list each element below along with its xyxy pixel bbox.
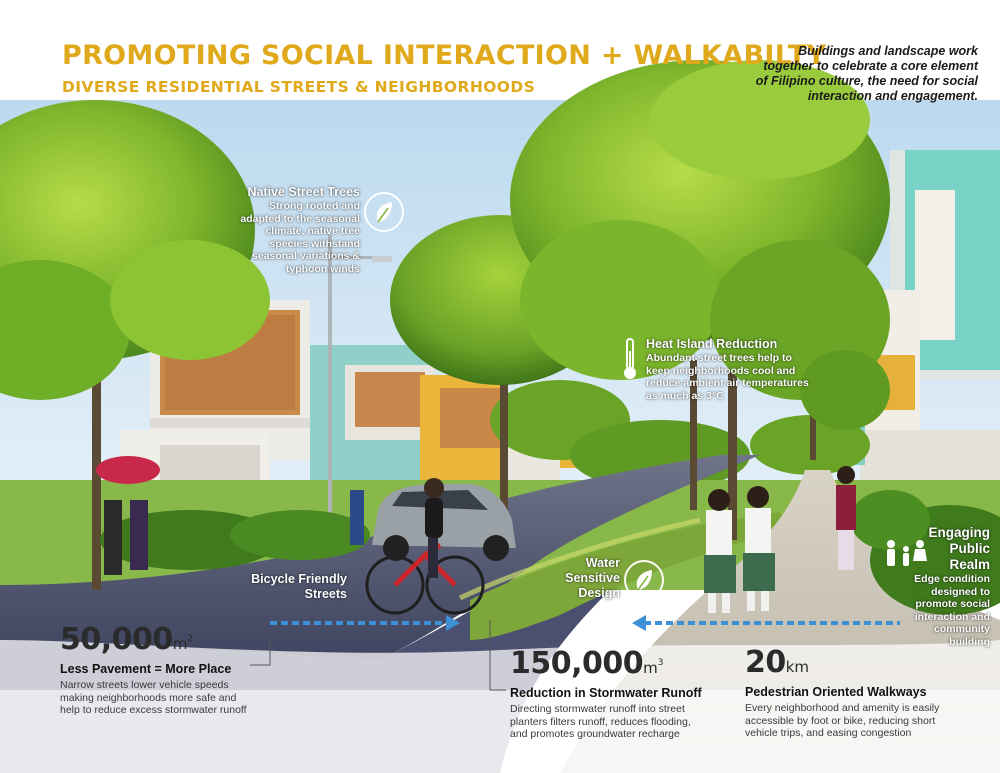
stat-pedestrian-walkways: 20km Pedestrian Oriented Walkways Every neighborhood and amenity is easily accessible by foot or bike, reducing short vehicle trips, and easing congestion xyxy=(745,645,940,739)
callout-title: Native Street Trees xyxy=(247,185,360,199)
stat-unit: m xyxy=(643,659,658,677)
stat-less-pavement: $50,000m^2$ Less Pavement = More Place Narrow streets lower vehicle speeds making neighborhoods more safe and help to reduce excess stormwater runoff xyxy=(60,622,247,716)
stat-number: 20 xyxy=(745,645,786,680)
callout-water-sensitive-design: Water Sensitive Design xyxy=(565,556,620,600)
callout-title: Heat Island Reduction xyxy=(646,337,778,351)
page-title: PROMOTING SOCIAL INTERACTION + WALKABILTY xyxy=(62,40,827,71)
callout-heat-island-reduction: Heat Island Reduction Abundant street trees help to keep neighborhoods cool and reduce ambient air temperatures as much as 3°C xyxy=(646,337,846,402)
stat-label: Pedestrian Oriented Walkways xyxy=(745,685,927,699)
leaf-icon xyxy=(364,192,404,232)
stat-label: Less Pavement = More Place xyxy=(60,662,232,676)
stat-number: 150,000 xyxy=(510,646,644,681)
callout-engaging-public-realm: Engaging Public Realm Edge condition designed to promote social interaction and community building xyxy=(914,525,990,648)
thermometer-icon xyxy=(620,337,640,381)
stat-unit: m xyxy=(172,635,188,653)
callout-bicycle-friendly-streets: Bicycle Friendly Streets xyxy=(251,572,347,601)
stat-label: Reduction in Stormwater Runoff xyxy=(510,686,702,700)
callout-native-street-trees: Native Street Trees Strong rooted and adapted to the seasonal climate, native tree species withstand seasonal variations & typhoon winds xyxy=(200,185,360,275)
leaf-icon xyxy=(624,560,664,600)
stat-stormwater-reduction: $150,000m^3$ Reduction in Stormwater Runoff Directing stormwater runoff into street planters filters runoff, reduces flooding, and promotes groundwater recharge xyxy=(510,646,702,740)
page-subtitle: DIVERSE RESIDENTIAL STREETS & NEIGHBORHOODS xyxy=(62,78,536,96)
stat-number: 50,000 xyxy=(60,622,173,657)
intro-text: Buildings and landscape work together to celebrate a core element of Filipino culture, the need for social interaction and engagement. xyxy=(755,44,978,103)
stat-unit: km xyxy=(785,658,810,676)
